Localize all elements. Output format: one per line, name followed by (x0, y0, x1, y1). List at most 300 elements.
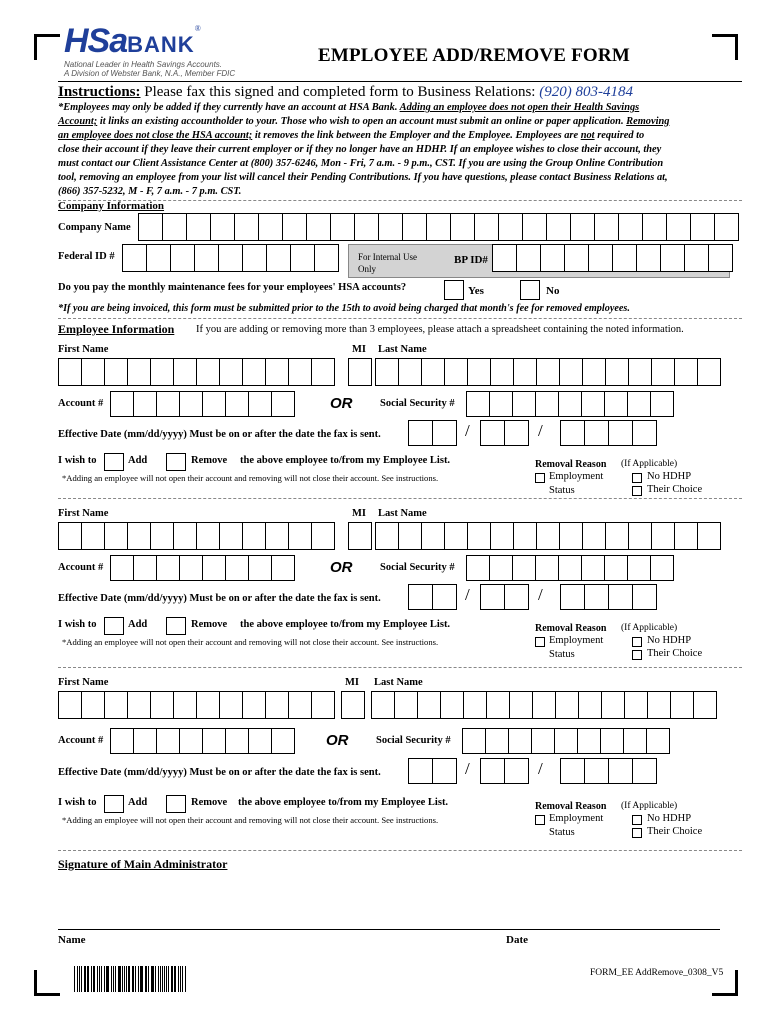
input-cell[interactable] (314, 244, 339, 272)
input-cell[interactable] (242, 691, 266, 719)
effective-year-field[interactable] (560, 584, 657, 610)
wish-label: I wish to (58, 797, 97, 808)
input-cell[interactable] (242, 244, 267, 272)
barcode-bar (162, 966, 163, 992)
input-cell[interactable] (612, 244, 637, 272)
last-name-label: Last Name (378, 344, 427, 355)
input-cell[interactable] (588, 244, 613, 272)
input-cell[interactable] (560, 758, 585, 784)
input-cell[interactable] (150, 358, 174, 386)
input-cell[interactable] (536, 522, 560, 550)
instructions-line-4: close their account if they leave their current employer or if they no longer have an HDHP. If an employee wishes to close their account, they (58, 144, 662, 155)
input-cell[interactable] (417, 691, 441, 719)
add-remove-note: *Adding an employee will not open their account and removing will not close their account. See instructions. (62, 637, 439, 647)
input-cell[interactable] (504, 420, 529, 446)
employment-label: Employment (549, 635, 604, 646)
input-cell[interactable] (570, 213, 595, 241)
input-cell[interactable] (133, 391, 157, 417)
input-cell[interactable] (623, 728, 647, 754)
input-cell[interactable] (122, 244, 147, 272)
input-cell[interactable] (311, 522, 335, 550)
first-name-label: First Name (58, 508, 109, 519)
input-cell[interactable] (604, 555, 628, 581)
input-cell[interactable] (608, 584, 633, 610)
instructions-line-6: tool, removing an employee from your list will cancel their Pending Contributions. If you have questions, please contact Business Relations at, (58, 172, 668, 183)
input-cell[interactable] (684, 244, 709, 272)
input-cell[interactable] (651, 522, 675, 550)
employment-label: Employment (549, 813, 604, 824)
input-cell[interactable] (432, 584, 457, 610)
input-cell[interactable] (486, 691, 510, 719)
input-cell[interactable] (440, 691, 464, 719)
barcode-bar (101, 966, 102, 992)
input-cell[interactable] (490, 522, 514, 550)
input-cell[interactable] (219, 358, 243, 386)
input-cell[interactable] (110, 728, 134, 754)
input-cell[interactable] (560, 420, 585, 446)
effective-day-field[interactable] (480, 584, 529, 610)
input-cell[interactable] (462, 728, 486, 754)
input-cell[interactable] (531, 728, 555, 754)
input-cell[interactable] (651, 358, 675, 386)
account-label: Account # (58, 398, 104, 409)
effective-date-label: Effective Date (mm/dd/yyyy) Must be on or after the date the fax is sent. (58, 593, 381, 604)
or-label: OR (330, 559, 353, 576)
barcode-bar (87, 966, 89, 992)
input-cell[interactable] (504, 758, 529, 784)
input-cell[interactable] (546, 213, 571, 241)
first-name-field[interactable] (58, 691, 335, 719)
header-divider (58, 81, 742, 82)
input-cell[interactable] (516, 244, 541, 272)
input-cell[interactable] (378, 213, 403, 241)
input-cell[interactable] (265, 522, 289, 550)
input-cell[interactable] (532, 691, 556, 719)
input-cell[interactable] (398, 358, 422, 386)
input-cell[interactable] (265, 358, 289, 386)
input-cell[interactable] (179, 555, 203, 581)
input-cell[interactable] (110, 391, 134, 417)
effective-date-label: Effective Date (mm/dd/yyyy) Must be on or after the date the fax is sent. (58, 429, 381, 440)
input-cell[interactable] (594, 213, 619, 241)
input-cell[interactable] (288, 522, 312, 550)
input-cell[interactable] (513, 522, 537, 550)
input-cell[interactable] (375, 522, 399, 550)
input-cell[interactable] (348, 522, 372, 550)
input-cell[interactable] (156, 728, 180, 754)
instructions-line-3: an employee does not close the HSA account; it removes the link between the Employer and the Employee. Employees are not required to (58, 130, 645, 141)
federal-id-field[interactable] (122, 244, 339, 272)
input-cell[interactable] (660, 244, 685, 272)
or-label: OR (326, 732, 349, 749)
no-hdhp-checkbox[interactable] (632, 815, 642, 825)
input-cell[interactable] (146, 244, 171, 272)
input-cell[interactable] (489, 391, 513, 417)
fee-no-checkbox[interactable] (520, 280, 540, 300)
input-cell[interactable] (584, 420, 609, 446)
input-cell[interactable] (194, 244, 219, 272)
input-cell[interactable] (265, 691, 289, 719)
input-cell[interactable] (512, 391, 536, 417)
first-name-label: First Name (58, 677, 109, 688)
employment-status-checkbox[interactable] (535, 473, 545, 483)
input-cell[interactable] (624, 691, 648, 719)
input-cell[interactable] (202, 555, 226, 581)
ssn-field[interactable] (466, 391, 674, 417)
input-cell[interactable] (432, 758, 457, 784)
input-cell[interactable] (558, 555, 582, 581)
barcode-bar (85, 966, 86, 992)
input-cell[interactable] (498, 213, 523, 241)
effective-day-field[interactable] (480, 758, 529, 784)
input-cell[interactable] (627, 391, 651, 417)
account-label: Account # (58, 735, 104, 746)
invoiced-note: *If you are being invoiced, this form must be submitted prior to the 15th to avoid being charged that month's fee for removed employees. (58, 303, 630, 314)
barcode-bar (106, 966, 107, 992)
input-cell[interactable] (234, 213, 259, 241)
input-cell[interactable] (628, 358, 652, 386)
input-cell[interactable] (581, 391, 605, 417)
input-cell[interactable] (559, 522, 583, 550)
input-cell[interactable] (555, 691, 579, 719)
input-cell[interactable] (636, 244, 661, 272)
input-cell[interactable] (485, 728, 509, 754)
input-cell[interactable] (394, 691, 418, 719)
input-cell[interactable] (697, 358, 721, 386)
input-cell[interactable] (513, 358, 537, 386)
add-checkbox[interactable] (104, 795, 124, 813)
signature-line[interactable] (58, 929, 720, 930)
input-cell[interactable] (173, 522, 197, 550)
input-cell[interactable] (219, 691, 243, 719)
input-cell[interactable] (582, 522, 606, 550)
input-cell[interactable] (474, 213, 499, 241)
input-cell[interactable] (646, 728, 670, 754)
input-cell[interactable] (179, 728, 203, 754)
input-cell[interactable] (354, 213, 379, 241)
input-cell[interactable] (133, 728, 157, 754)
no-hdhp-checkbox[interactable] (632, 637, 642, 647)
input-cell[interactable] (311, 358, 335, 386)
input-cell[interactable] (110, 555, 134, 581)
input-cell[interactable] (179, 391, 203, 417)
input-cell[interactable] (582, 358, 606, 386)
input-cell[interactable] (605, 358, 629, 386)
mi-field[interactable] (348, 522, 372, 550)
input-cell[interactable] (150, 522, 174, 550)
barcode-bar (146, 966, 147, 992)
input-cell[interactable] (408, 758, 433, 784)
input-cell[interactable] (463, 691, 487, 719)
their-choice-checkbox[interactable] (632, 650, 642, 660)
input-cell[interactable] (508, 728, 532, 754)
input-cell[interactable] (432, 420, 457, 446)
effective-year-field[interactable] (560, 758, 657, 784)
corner-mark-top-right (712, 34, 738, 60)
employment-status-checkbox[interactable] (535, 637, 545, 647)
first-name-field[interactable] (58, 358, 335, 386)
bp-id-field[interactable] (492, 244, 733, 272)
input-cell[interactable] (693, 691, 717, 719)
input-cell[interactable] (127, 358, 151, 386)
input-cell[interactable] (290, 244, 315, 272)
input-cell[interactable] (58, 691, 82, 719)
input-cell[interactable] (578, 691, 602, 719)
input-cell[interactable] (104, 522, 128, 550)
input-cell[interactable] (604, 391, 628, 417)
effective-year-field[interactable] (560, 420, 657, 446)
input-cell[interactable] (81, 691, 105, 719)
input-cell[interactable] (133, 555, 157, 581)
input-cell[interactable] (577, 728, 601, 754)
input-cell[interactable] (248, 391, 272, 417)
section-divider (58, 498, 742, 499)
ssn-field[interactable] (466, 555, 674, 581)
input-cell[interactable] (173, 358, 197, 386)
last-name-field[interactable] (375, 358, 721, 386)
input-cell[interactable] (408, 584, 433, 610)
barcode-bar (140, 966, 141, 992)
input-cell[interactable] (674, 522, 698, 550)
input-cell[interactable] (58, 358, 82, 386)
barcode-bar (133, 966, 134, 992)
input-cell[interactable] (156, 391, 180, 417)
input-cell[interactable] (210, 213, 235, 241)
last-name-field[interactable] (375, 522, 721, 550)
input-cell[interactable] (608, 420, 633, 446)
remove-checkbox[interactable] (166, 795, 186, 813)
input-cell[interactable] (444, 358, 468, 386)
input-cell[interactable] (402, 213, 427, 241)
input-cell[interactable] (480, 584, 505, 610)
input-cell[interactable] (225, 555, 249, 581)
input-cell[interactable] (666, 213, 691, 241)
input-cell[interactable] (170, 244, 195, 272)
input-cell[interactable] (536, 358, 560, 386)
input-cell[interactable] (466, 391, 490, 417)
input-cell[interactable] (248, 728, 272, 754)
input-cell[interactable] (559, 358, 583, 386)
input-cell[interactable] (581, 555, 605, 581)
barcode-bar (74, 966, 75, 992)
input-cell[interactable] (466, 555, 490, 581)
no-hdhp-checkbox[interactable] (632, 473, 642, 483)
input-cell[interactable] (127, 691, 151, 719)
input-cell[interactable] (480, 420, 505, 446)
input-cell[interactable] (408, 420, 433, 446)
input-cell[interactable] (81, 522, 105, 550)
input-cell[interactable] (218, 244, 243, 272)
barcode-bar (138, 966, 139, 992)
input-cell[interactable] (560, 584, 585, 610)
input-cell[interactable] (271, 555, 295, 581)
input-cell[interactable] (650, 391, 674, 417)
input-cell[interactable] (202, 728, 226, 754)
input-cell[interactable] (647, 691, 671, 719)
input-cell[interactable] (330, 213, 355, 241)
input-cell[interactable] (288, 358, 312, 386)
effective-day-field[interactable] (480, 420, 529, 446)
input-cell[interactable] (540, 244, 565, 272)
input-cell[interactable] (632, 420, 657, 446)
input-cell[interactable] (490, 358, 514, 386)
company-name-label: Company Name (58, 222, 131, 233)
input-cell[interactable] (242, 358, 266, 386)
input-cell[interactable] (258, 213, 283, 241)
input-cell[interactable] (697, 522, 721, 550)
input-cell[interactable] (670, 691, 694, 719)
mi-field[interactable] (341, 691, 365, 719)
input-cell[interactable] (690, 213, 715, 241)
input-cell[interactable] (674, 358, 698, 386)
input-cell[interactable] (512, 555, 536, 581)
input-cell[interactable] (266, 244, 291, 272)
input-cell[interactable] (480, 758, 505, 784)
input-cell[interactable] (311, 691, 335, 719)
input-cell[interactable] (605, 522, 629, 550)
input-cell[interactable] (282, 213, 307, 241)
input-cell[interactable] (509, 691, 533, 719)
barcode-bar (185, 966, 186, 992)
their-choice-checkbox[interactable] (632, 828, 642, 838)
barcode-bar (160, 966, 161, 992)
input-cell[interactable] (306, 213, 331, 241)
company-name-field[interactable] (138, 213, 739, 241)
input-cell[interactable] (375, 358, 399, 386)
input-cell[interactable] (584, 758, 609, 784)
effective-month-field[interactable] (408, 758, 457, 784)
input-cell[interactable] (371, 691, 395, 719)
account-field[interactable] (110, 555, 295, 581)
input-cell[interactable] (225, 728, 249, 754)
input-cell[interactable] (564, 244, 589, 272)
last-name-field[interactable] (371, 691, 717, 719)
barcode-bar (151, 966, 152, 992)
input-cell[interactable] (288, 691, 312, 719)
input-cell[interactable] (196, 691, 220, 719)
add-checkbox[interactable] (104, 617, 124, 635)
input-cell[interactable] (81, 358, 105, 386)
input-cell[interactable] (271, 728, 295, 754)
barcode-bar (77, 966, 78, 992)
input-cell[interactable] (127, 522, 151, 550)
input-cell[interactable] (271, 391, 295, 417)
first-name-field[interactable] (58, 522, 335, 550)
input-cell[interactable] (225, 391, 249, 417)
input-cell[interactable] (173, 691, 197, 719)
mi-field[interactable] (348, 358, 372, 386)
account-field[interactable] (110, 391, 295, 417)
input-cell[interactable] (398, 522, 422, 550)
input-cell[interactable] (138, 213, 163, 241)
input-cell[interactable] (584, 584, 609, 610)
input-cell[interactable] (558, 391, 582, 417)
input-cell[interactable] (708, 244, 733, 272)
barcode-bar (175, 966, 176, 992)
input-cell[interactable] (650, 555, 674, 581)
fee-yes-checkbox[interactable] (444, 280, 464, 300)
ssn-field[interactable] (462, 728, 670, 754)
input-cell[interactable] (714, 213, 739, 241)
input-cell[interactable] (219, 522, 243, 550)
input-cell[interactable] (421, 358, 445, 386)
input-cell[interactable] (186, 213, 211, 241)
input-cell[interactable] (627, 555, 651, 581)
input-cell[interactable] (467, 522, 491, 550)
remove-checkbox[interactable] (166, 453, 186, 471)
input-cell[interactable] (426, 213, 451, 241)
input-cell[interactable] (632, 584, 657, 610)
input-cell[interactable] (467, 358, 491, 386)
input-cell[interactable] (522, 213, 547, 241)
their-choice-label: Their Choice (647, 484, 703, 495)
barcode-bar (115, 966, 116, 992)
input-cell[interactable] (444, 522, 468, 550)
employee-list-label: the above employee to/from my Employee List. (238, 797, 449, 808)
barcode-bar (152, 966, 154, 992)
employment-status-checkbox[interactable] (535, 815, 545, 825)
effective-month-field[interactable] (408, 584, 457, 610)
their-choice-label: Their Choice (647, 648, 703, 659)
instructions-line-1: *Employees may only be added if they currently have an account at HSA Bank. Adding an employee does not open their Health Savings (58, 102, 640, 113)
input-cell[interactable] (554, 728, 578, 754)
input-cell[interactable] (504, 584, 529, 610)
their-choice-checkbox[interactable] (632, 486, 642, 496)
input-cell[interactable] (162, 213, 187, 241)
input-cell[interactable] (600, 728, 624, 754)
input-cell[interactable] (156, 555, 180, 581)
barcode (74, 966, 186, 992)
instructions-heading-line (58, 84, 633, 101)
input-cell[interactable] (341, 691, 365, 719)
input-cell[interactable] (608, 758, 633, 784)
barcode-bar (182, 966, 183, 992)
input-cell[interactable] (632, 758, 657, 784)
input-cell[interactable] (248, 555, 272, 581)
section-divider (58, 318, 742, 319)
input-cell[interactable] (492, 244, 517, 272)
add-checkbox[interactable] (104, 453, 124, 471)
add-label: Add (128, 455, 148, 466)
input-cell[interactable] (450, 213, 475, 241)
input-cell[interactable] (348, 358, 372, 386)
input-cell[interactable] (242, 522, 266, 550)
effective-month-field[interactable] (408, 420, 457, 446)
input-cell[interactable] (618, 213, 643, 241)
account-field[interactable] (110, 728, 295, 754)
input-cell[interactable] (202, 391, 226, 417)
input-cell[interactable] (535, 555, 559, 581)
input-cell[interactable] (104, 691, 128, 719)
input-cell[interactable] (642, 213, 667, 241)
instructions-body (58, 101, 748, 199)
input-cell[interactable] (489, 555, 513, 581)
input-cell[interactable] (150, 691, 174, 719)
input-cell[interactable] (601, 691, 625, 719)
input-cell[interactable] (628, 522, 652, 550)
barcode-bar (104, 966, 105, 992)
ssn-label: Social Security # (380, 562, 455, 573)
input-cell[interactable] (421, 522, 445, 550)
input-cell[interactable] (196, 358, 220, 386)
input-cell[interactable] (196, 522, 220, 550)
date-separator: / (538, 421, 543, 440)
input-cell[interactable] (58, 522, 82, 550)
date-separator: / (465, 585, 470, 604)
remove-checkbox[interactable] (166, 617, 186, 635)
input-cell[interactable] (535, 391, 559, 417)
input-cell[interactable] (104, 358, 128, 386)
